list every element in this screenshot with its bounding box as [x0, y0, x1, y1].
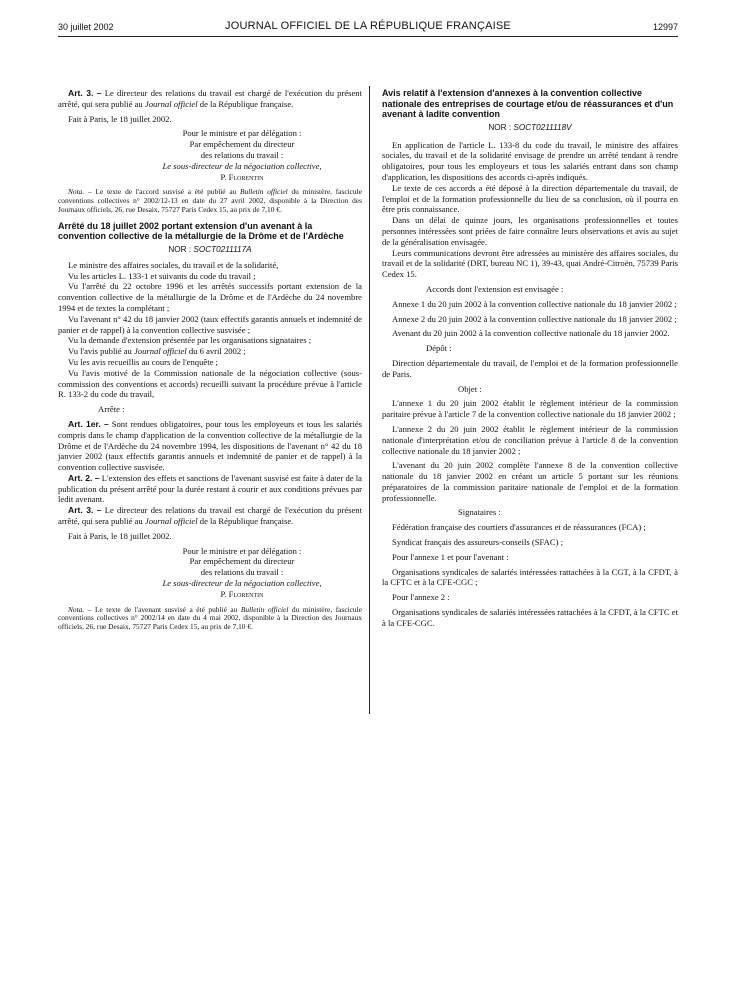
signataire-4: Organisations syndicales de salariés intéressées rattachées à la CGT, à la CFDT, à la CFTC et à la CFE-CGC ;: [382, 566, 678, 588]
vu-6: Vu les avis recueillis au cours de l'enquête ;: [68, 356, 218, 367]
left-column: [58, 88, 362, 632]
avis-paragraph-1: En application de l'article L. 133-8 du code du travail, le ministre des affaires sociales, du travail et de la solidarité envisage de prendre un arrêté tendant à rendre obligatoires, pour tous les employeurs et tous les salariés entrant dans son champ d'application, les dispositions des accords ci-après indiqués.: [382, 139, 678, 182]
signataire-3: Pour l'annexe 1 et pour l'avenant :: [392, 551, 509, 562]
depot-text: Direction départementale du travail, de l'emploi et de la formation professionnelle de Paris.: [382, 357, 678, 379]
nota-2: Nota. – Le texte de l'avenant susvisé a été publié au Bulletin officiel du ministère, fascicule conventions collectives n° 2002/14 en date du 4 mai 2002, disponible à la Direction des Journaux officiels, 26, rue Desaix, 75727 Paris Cedex 15, au prix de 7,10 €.: [58, 604, 362, 632]
vu-5: Vu l'avis publié au Journal officiel du 6 avril 2002 ;: [68, 346, 246, 357]
signature-block-1: Pour le ministre et par délégation : Par empêchement du directeur des relations du travail : Le sous-directeur de la négociation collective, P. Florentin: [162, 128, 322, 182]
fait-date-2: Fait à Paris, le 18 juillet 2002.: [68, 530, 172, 541]
vu-7: Vu l'avis motivé de la Commission nationale de la négociation collective (sous-commission des conventions et accords) recueilli suivant la procédure prévue à l'article R. 133-2 du code du travail,: [58, 367, 362, 400]
article-1: Art. 1er. – Sont rendues obligatoires, pour tous les employeurs et tous les salariés compris dans le champ d'application de la convention collective de la métallurgie de la Drôme et de l'Ardèche du 24 novembre 1994, les dispositions de l'avenant n° 42 du 18 janvier 2002 (taux effectifs garantis annuels et indemnité de panier et de rappel) à la convention collective susvisée.: [58, 418, 362, 473]
vu-4: Vu la demande d'extension présentée par les organisations signataires ;: [68, 335, 312, 346]
accords-heading: Accords dont l'extension est envisagée :: [426, 283, 564, 294]
fait-date-1: Fait à Paris, le 18 juillet 2002.: [68, 113, 172, 124]
article-3-top: Art. 3. – Le directeur des relations du travail est chargé de l'exécution du présent arrêté, qui sera publié au Journal officiel de la République française.: [58, 88, 362, 109]
page-number: 12997: [652, 22, 678, 32]
arrete-heading: Arrête :: [98, 404, 125, 415]
accord-2: Annexe 2 du 20 juin 2002 à la convention collective nationale du 18 janvier 2002 ;: [392, 313, 677, 324]
page-header: [58, 20, 678, 36]
vu-2: Vu l'arrêté du 22 octobre 1996 et les arrêtés successifs portant extension de la convention collective de la métallurgie de la Drôme et de l'Ardèche du 24 novembre 1994 et de textes la complétant ;: [58, 281, 362, 313]
objet-3: L'avenant du 20 juin 2002 complète l'annexe 8 de la convention collective nationale du 18 janvier 2002 en créant un article 5 portant sur les réunions préparatoires de la commission paritaire nationale de l'emploi et de la formation professionnelle.: [382, 460, 678, 503]
avis-paragraph-2: Le texte de ces accords a été déposé à la direction départementale du travail, de l'emploi et de la formation professionnelle du lieu de sa conclusion, où il pourra en être pris connaissance.: [382, 182, 678, 215]
objet-1: L'annexe 1 du 20 juin 2002 établit le règlement intérieur de la commission paritaire prévue à l'article 7 de la convention collective nationale du 18 janvier 2002 ;: [382, 398, 678, 420]
signataire-1: Fédération française des courtiers d'assurances et de réassurances (FCA) ;: [392, 522, 646, 533]
vu-1: Vu les articles L. 133-1 et suivants du code du travail ;: [68, 270, 256, 281]
right-column: [382, 88, 678, 629]
signataire-6: Organisations syndicales de salariés intéressées rattachées à la CFDT, à la CFTC et à la CFE-CGC.: [382, 607, 678, 628]
avis-paragraph-4: Leurs communications devront être adressées au ministère des affaires sociales, du travail et de la solidarité (DRT, bureau NC 1), 39-43, quai André-Citroën, 75739 Paris Cedex 15.: [382, 247, 678, 280]
vu-3: Vu l'avenant n° 42 du 18 janvier 2002 (taux effectifs garantis annuels et indemnité de panier et de rappel) à la convention collective susvisée ;: [58, 313, 362, 335]
accord-1: Annexe 1 du 20 juin 2002 à la convention collective nationale du 18 janvier 2002 ;: [392, 298, 677, 309]
article-2: Art. 2. – L'extension des effets et sanctions de l'avenant susvisé est faite à dater de la publication du présent arrêté pour la durée restant à courir et aux conditions prévues par ledit avenant.: [58, 472, 362, 505]
header-rule: [58, 36, 678, 37]
objet-2: L'annexe 2 du 20 juin 2002 établit le règlement intérieur de la commission nationale d'interprétation et/ou de conciliation prévue à l'article 8 de la convention collective nationale du 18 janvier 2002 ;: [382, 423, 678, 456]
avis-title: Avis relatif à l'extension d'annexes à la convention collective nationale des entreprises de courtage et/ou de réassurances et d'un avenant à ladite convention: [382, 88, 674, 120]
minister-line: Le ministre des affaires sociales, du travail et de la solidarité,: [68, 259, 279, 270]
objet-heading: Objet :: [458, 383, 482, 394]
signataires-heading: Signataires :: [458, 507, 501, 518]
arrete-title: Arrêté du 18 juillet 2002 portant extension d'un avenant à la convention collective de la métallurgie de la Drôme et de l'Ardèche: [58, 220, 344, 242]
signataire-5: Pour l'annexe 2 :: [392, 592, 450, 603]
nor-reference: NOR : SOCT0211117A: [168, 244, 252, 254]
nota-1: Nota. – Le texte de l'accord susvisé a été publié au Bulletin officiel du ministère, fascicule conventions collectives n° 2002/12-13 en date du 27 avril 2002, disponible à la Direction des Journaux officiels, 26, rue Desaix, 75727 Paris Cedex 15, au prix de 7,10 €.: [58, 187, 362, 214]
column-divider: [369, 86, 370, 714]
signature-block-2: Pour le ministre et par délégation : Par empêchement du directeur des relations du travail : Le sous-directeur de la négociation collective, P. Florentin: [162, 545, 322, 599]
depot-heading: Dépôt :: [426, 343, 452, 354]
signataire-2: Syndicat français des assureurs-conseils (SFAC) ;: [392, 537, 563, 548]
avis-paragraph-3: Dans un délai de quinze jours, les organisations professionnelles et toutes personnes intéressées sont priées de faire connaître leurs observations et avis au sujet de la généralisation envisagée.: [382, 215, 678, 247]
header-date: 30 juillet 2002: [58, 22, 114, 32]
article-3: Art. 3. – Le directeur des relations du travail est chargé de l'exécution du présent arrêté, qui sera publié au Journal officiel de la République française.: [58, 505, 362, 527]
journal-title: JOURNAL OFFICIEL DE LA RÉPUBLIQUE FRANÇAISE: [225, 20, 511, 32]
accord-3: Avenant du 20 juin 2002 à la convention collective nationale du 18 janvier 2002.: [392, 328, 670, 339]
avis-nor-reference: NOR : SOCT0211118V: [488, 122, 572, 132]
